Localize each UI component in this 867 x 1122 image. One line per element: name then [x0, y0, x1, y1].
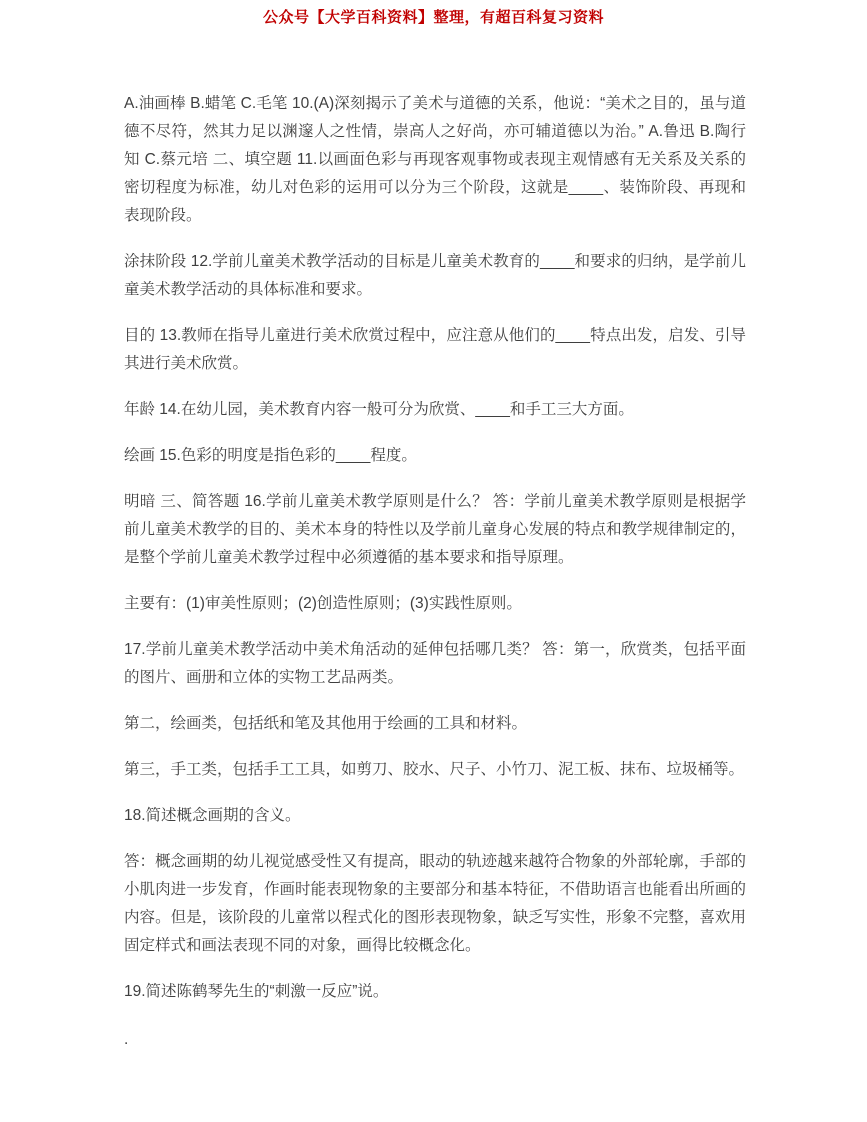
paragraph-question-10-11: A.油画棒 B.蜡笔 C.毛笔 10.(A)深刻揭示了美术与道德的关系，他说：“美术之目的，虽与道德不尽符，然其力足以渊邃人之性情，崇高人之好尚，亦可辅道德以为治。” A.鲁迅 B.陶行知 C.蔡元培 二、填空题 11.以画面色彩与再现客观事物或表现主观情感有无关系及关系的密切程度为标准，幼儿对色彩的运用可以分为三个阶段，这就是____、装饰阶段、再现和表现阶段。 — [124, 95, 746, 224]
paragraph-question-14: 年龄 14.在幼儿园，美术教育内容一般可分为欣赏、____和手工三大方面。 — [124, 401, 634, 418]
paragraph-question-15: 绘画 15.色彩的明度是指色彩的____程度。 — [124, 447, 417, 464]
paragraph-question-17: 17.学前儿童美术教学活动中美术角活动的延伸包括哪几类？ 答：第一，欣赏类，包括平面的图片、画册和立体的实物工艺品两类。 — [124, 641, 746, 686]
paragraph-answer-17-second: 第二，绘画类，包括纸和笔及其他用于绘画的工具和材料。 — [124, 715, 528, 732]
paragraph-question-12: 涂抹阶段 12.学前儿童美术教学活动的目标是儿童美术教育的____和要求的归纳，是学前儿童美术教学活动的具体标准和要求。 — [124, 253, 746, 298]
page-header-note: 公众号【大学百科资料】整理，有超百科复习资料 — [262, 10, 604, 26]
paragraph-question-18: 18.简述概念画期的含义。 — [124, 807, 301, 824]
paragraph-question-19: 19.简述陈鹤琴先生的“刺激一反应”说。 — [124, 983, 389, 1000]
paragraph-answer-17-third: 第三，手工类，包括手工工具，如剪刀、胶水、尺子、小竹刀、泥工板、抹布、垃圾桶等。 — [124, 761, 745, 778]
paragraph-answer-16-list: 主要有：(1)审美性原则；(2)创造性原则；(3)实践性原则。 — [124, 595, 522, 612]
document-body — [124, 90, 746, 1054]
paragraph-trailing-dot: . — [124, 1031, 129, 1048]
paragraph-answer-18: 答：概念画期的幼儿视觉感受性又有提高，眼动的轨迹越来越符合物象的外部轮廓，手部的小肌肉进一步发育，作画时能表现物象的主要部分和基本特征，不借助语言也能看出所画的内容。但是，该阶段的儿童常以程式化的图形表现物象，缺乏写实性，形象不完整，喜欢用固定样式和画法表现不同的对象，画得比较概念化。 — [124, 853, 746, 954]
paragraph-question-16: 明暗 三、简答题 16.学前儿童美术教学原则是什么？ 答：学前儿童美术教学原则是根据学前儿童美术教学的目的、美术本身的特性以及学前儿童身心发展的特点和教学规律制定的，是整个学前儿童美术教学过程中必须遵循的基本要求和指导原理。 — [124, 493, 746, 566]
paragraph-question-13: 目的 13.教师在指导儿童进行美术欣赏过程中，应注意从他们的____特点出发，启发、引导其进行美术欣赏。 — [124, 327, 746, 372]
